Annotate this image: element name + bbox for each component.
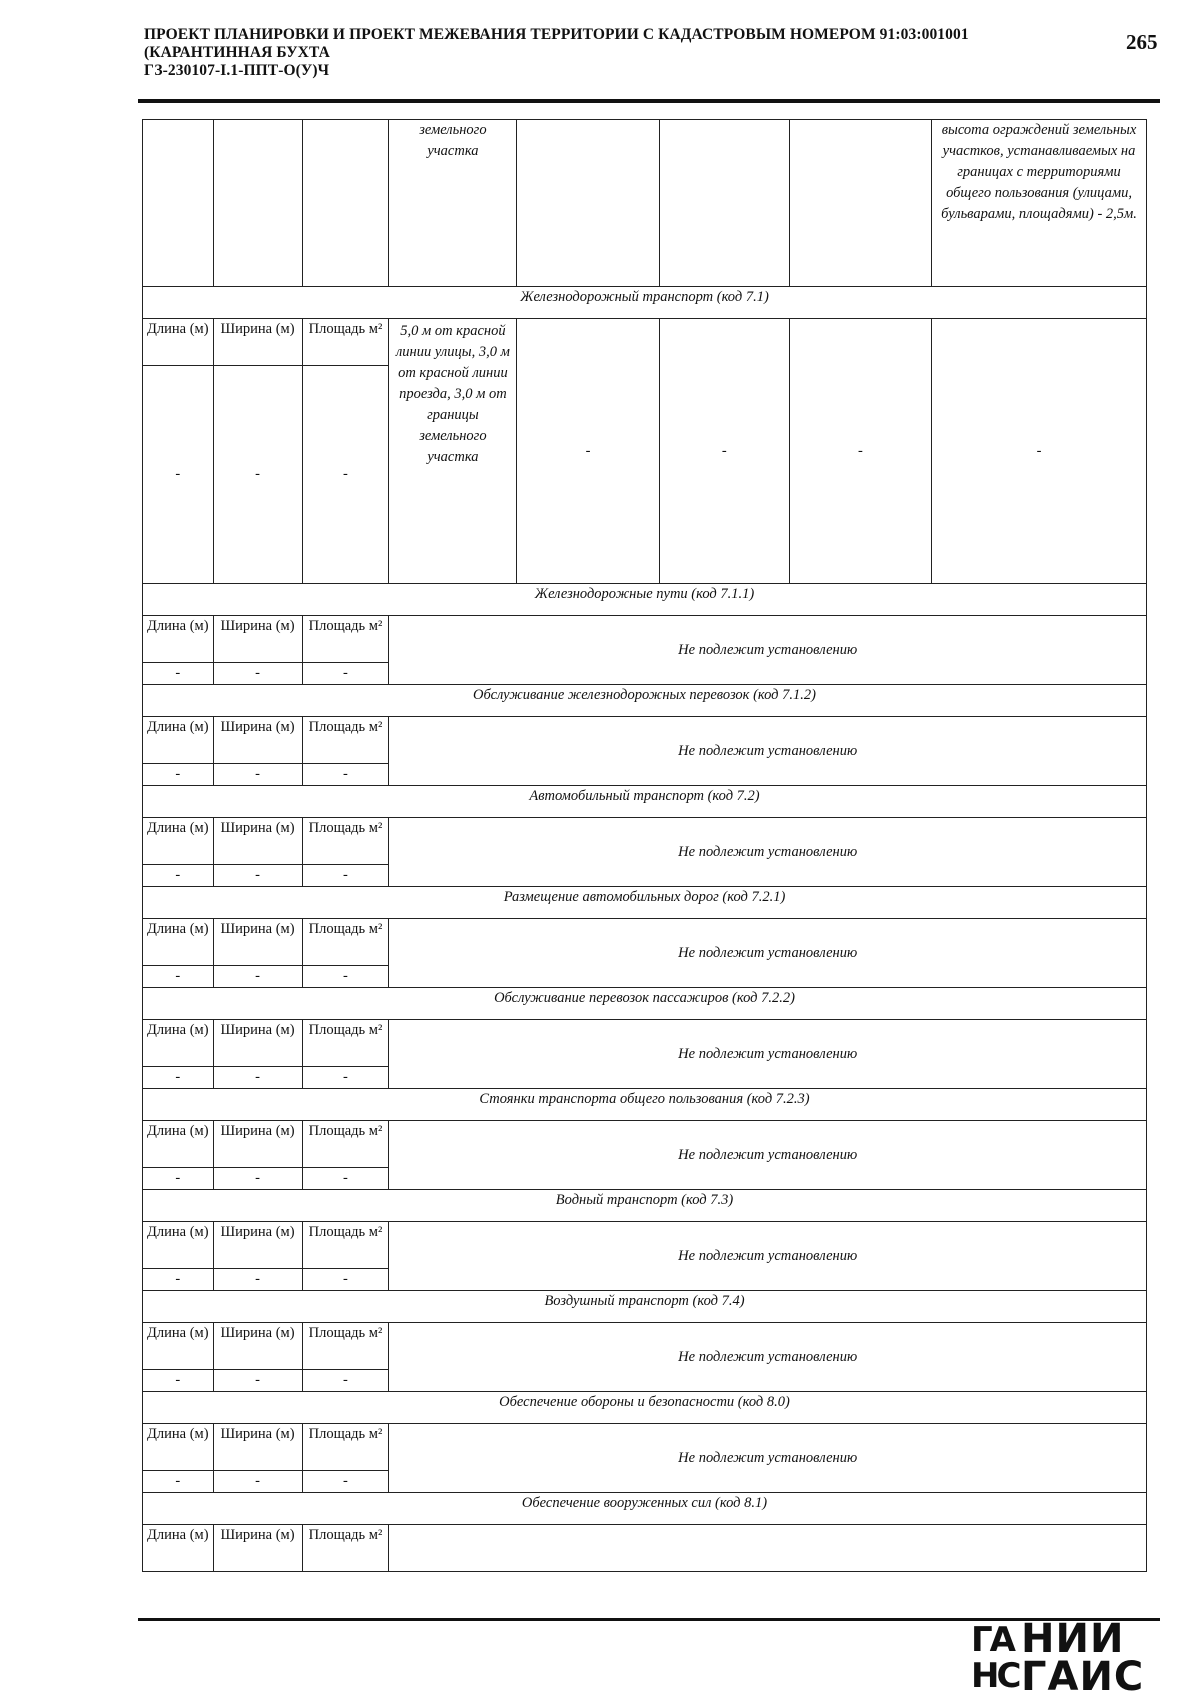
header-width: Ширина (м): [213, 1020, 302, 1067]
value-dash: -: [302, 1067, 389, 1089]
not-applicable-cell: Не подлежит установлению: [389, 616, 1147, 685]
value-dash: -: [517, 319, 659, 584]
value-dash: -: [143, 1168, 214, 1190]
value-dash: -: [143, 966, 214, 988]
value-dash: -: [143, 1067, 214, 1089]
column-header-row: [143, 919, 1147, 966]
value-dash: -: [213, 1370, 302, 1392]
section-row: [143, 287, 1147, 319]
section-row: [143, 786, 1147, 818]
value-dash: -: [302, 1370, 389, 1392]
column-header-row: [143, 1222, 1147, 1269]
column-header-row: [143, 818, 1147, 865]
header-length: Длина (м): [143, 818, 214, 865]
section-title: Железнодорожные пути (код 7.1.1): [143, 584, 1147, 616]
header-width: Ширина (м): [213, 717, 302, 764]
value-dash: -: [302, 966, 389, 988]
section-title: Водный транспорт (код 7.3): [143, 1190, 1147, 1222]
header-length: Длина (м): [143, 1020, 214, 1067]
header-area: Площадь м²: [302, 818, 389, 865]
section-row: [143, 887, 1147, 919]
not-applicable-cell: Не подлежит установлению: [389, 1222, 1147, 1291]
column-header-row: [143, 1020, 1147, 1067]
not-applicable-cell: Не подлежит установлению: [389, 1424, 1147, 1493]
header-divider: [138, 99, 1160, 103]
section-row: [143, 685, 1147, 717]
column-header-row: [143, 1525, 1147, 1572]
value-dash: -: [302, 865, 389, 887]
value-dash: -: [143, 865, 214, 887]
section-row: [143, 1089, 1147, 1121]
section-title: Железнодорожный транспорт (код 7.1): [143, 287, 1147, 319]
header-width: Ширина (м): [213, 1222, 302, 1269]
page-number: 265: [1126, 30, 1158, 54]
header-area: Площадь м²: [302, 919, 389, 966]
value-dash: -: [302, 1269, 389, 1291]
header-length: Длина (м): [143, 1222, 214, 1269]
column-header-row: [143, 717, 1147, 764]
header-width: Ширина (м): [213, 1323, 302, 1370]
header-area: Площадь м²: [302, 1323, 389, 1370]
cell-land-plot-continued: земельного участка: [389, 120, 517, 287]
value-dash: -: [213, 1168, 302, 1190]
header-area: Площадь м²: [302, 1222, 389, 1269]
document-header: [144, 26, 1084, 80]
setback-cell: 5,0 м от красной линии улицы, 3,0 м от красной линии проезда, 3,0 м от границы земельного участка: [389, 319, 517, 584]
section-row: [143, 1190, 1147, 1222]
header-area: Площадь м²: [302, 717, 389, 764]
value-dash: -: [213, 1471, 302, 1493]
value-dash: -: [659, 319, 789, 584]
not-applicable-cell: Не подлежит установлению: [389, 1323, 1147, 1392]
header-width: Ширина (м): [213, 1525, 302, 1572]
value-dash: -: [213, 663, 302, 685]
header-width: Ширина (м): [213, 1424, 302, 1471]
header-title-line-3: ГЗ-230107-I.1-ППТ-О(У)Ч: [144, 62, 330, 79]
section-row: [143, 1291, 1147, 1323]
institute-logo: [971, 1616, 1181, 1700]
column-header-row: [143, 1424, 1147, 1471]
value-dash: -: [213, 1067, 302, 1089]
value-dash: -: [302, 1471, 389, 1493]
cell-fence-height: высота ограждений земельных участков, устанавливаемых на границах с территориями общего пользования (улицами, бульварами, площадями) - 2,5м.: [932, 120, 1147, 287]
value-dash: -: [143, 1370, 214, 1392]
header-length: Длина (м): [143, 1424, 214, 1471]
value-dash: -: [302, 663, 389, 685]
header-length: Длина (м): [143, 1323, 214, 1370]
header-area: Площадь м²: [302, 1121, 389, 1168]
header-width: Ширина (м): [213, 818, 302, 865]
section-title: Стоянки транспорта общего пользования (код 7.2.3): [143, 1089, 1147, 1121]
value-dash: -: [213, 865, 302, 887]
header-length: Длина (м): [143, 319, 214, 366]
value-dash: -: [302, 366, 389, 584]
header-area: Площадь м²: [302, 616, 389, 663]
logo-text-line-2: ГАИС: [1021, 1654, 1145, 1700]
header-length: Длина (м): [143, 919, 214, 966]
value-dash: -: [143, 1471, 214, 1493]
table-row: [143, 120, 1147, 287]
value-dash: -: [213, 366, 302, 584]
value-dash: -: [302, 764, 389, 786]
section-title: Воздушный транспорт (код 7.4): [143, 1291, 1147, 1323]
header-length: Длина (м): [143, 616, 214, 663]
section-title: Обслуживание железнодорожных перевозок (код 7.1.2): [143, 685, 1147, 717]
value-dash: -: [143, 663, 214, 685]
section-row: [143, 988, 1147, 1020]
header-area: Площадь м²: [302, 1424, 389, 1471]
section-title: Обеспечение обороны и безопасности (код 8.0): [143, 1392, 1147, 1424]
value-dash: -: [789, 319, 931, 584]
section-row: [143, 1493, 1147, 1525]
not-applicable-cell: Не подлежит установлению: [389, 717, 1147, 786]
value-dash: -: [213, 764, 302, 786]
not-applicable-cell: Не подлежит установлению: [389, 1121, 1147, 1190]
not-applicable-cell: Не подлежит установлению: [389, 818, 1147, 887]
value-dash: -: [213, 1269, 302, 1291]
column-header-row: [143, 1121, 1147, 1168]
value-dash: -: [143, 366, 214, 584]
section-title: Обслуживание перевозок пассажиров (код 7.2.2): [143, 988, 1147, 1020]
header-area: Площадь м²: [302, 1020, 389, 1067]
section-title: Обеспечение вооруженных сил (код 8.1): [143, 1493, 1147, 1525]
value-dash: -: [932, 319, 1147, 584]
value-dash: -: [143, 1269, 214, 1291]
value-dash: -: [302, 1168, 389, 1190]
column-header-row: [143, 319, 1147, 366]
header-length: Длина (м): [143, 717, 214, 764]
header-area: Площадь м²: [302, 1525, 389, 1572]
column-header-row: [143, 1323, 1147, 1370]
empty-cell: [389, 1525, 1147, 1572]
section-row: [143, 1392, 1147, 1424]
section-title: Размещение автомобильных дорог (код 7.2.1): [143, 887, 1147, 919]
header-width: Ширина (м): [213, 1121, 302, 1168]
header-width: Ширина (м): [213, 319, 302, 366]
header-length: Длина (м): [143, 1525, 214, 1572]
column-header-row: [143, 616, 1147, 663]
not-applicable-cell: Не подлежит установлению: [389, 1020, 1147, 1089]
section-title: Автомобильный транспорт (код 7.2): [143, 786, 1147, 818]
value-dash: -: [213, 966, 302, 988]
header-width: Ширина (м): [213, 919, 302, 966]
header-title-line-2: (КАРАНТИННАЯ БУХТА: [144, 44, 330, 61]
value-dash: -: [143, 764, 214, 786]
section-row: [143, 584, 1147, 616]
header-length: Длина (м): [143, 1121, 214, 1168]
header-area: Площадь м²: [302, 319, 389, 366]
not-applicable-cell: Не подлежит установлению: [389, 919, 1147, 988]
regulations-table: [142, 119, 1147, 1572]
header-width: Ширина (м): [213, 616, 302, 663]
logo-text-line-1: НИИ: [1021, 1616, 1125, 1662]
logo-mark: ГА НС: [971, 1620, 1019, 1696]
header-title-line-1: ПРОЕКТ ПЛАНИРОВКИ И ПРОЕКТ МЕЖЕВАНИЯ ТЕРРИТОРИИ С КАДАСТРОВЫМ НОМЕРОМ 91:03:001001: [144, 26, 969, 43]
